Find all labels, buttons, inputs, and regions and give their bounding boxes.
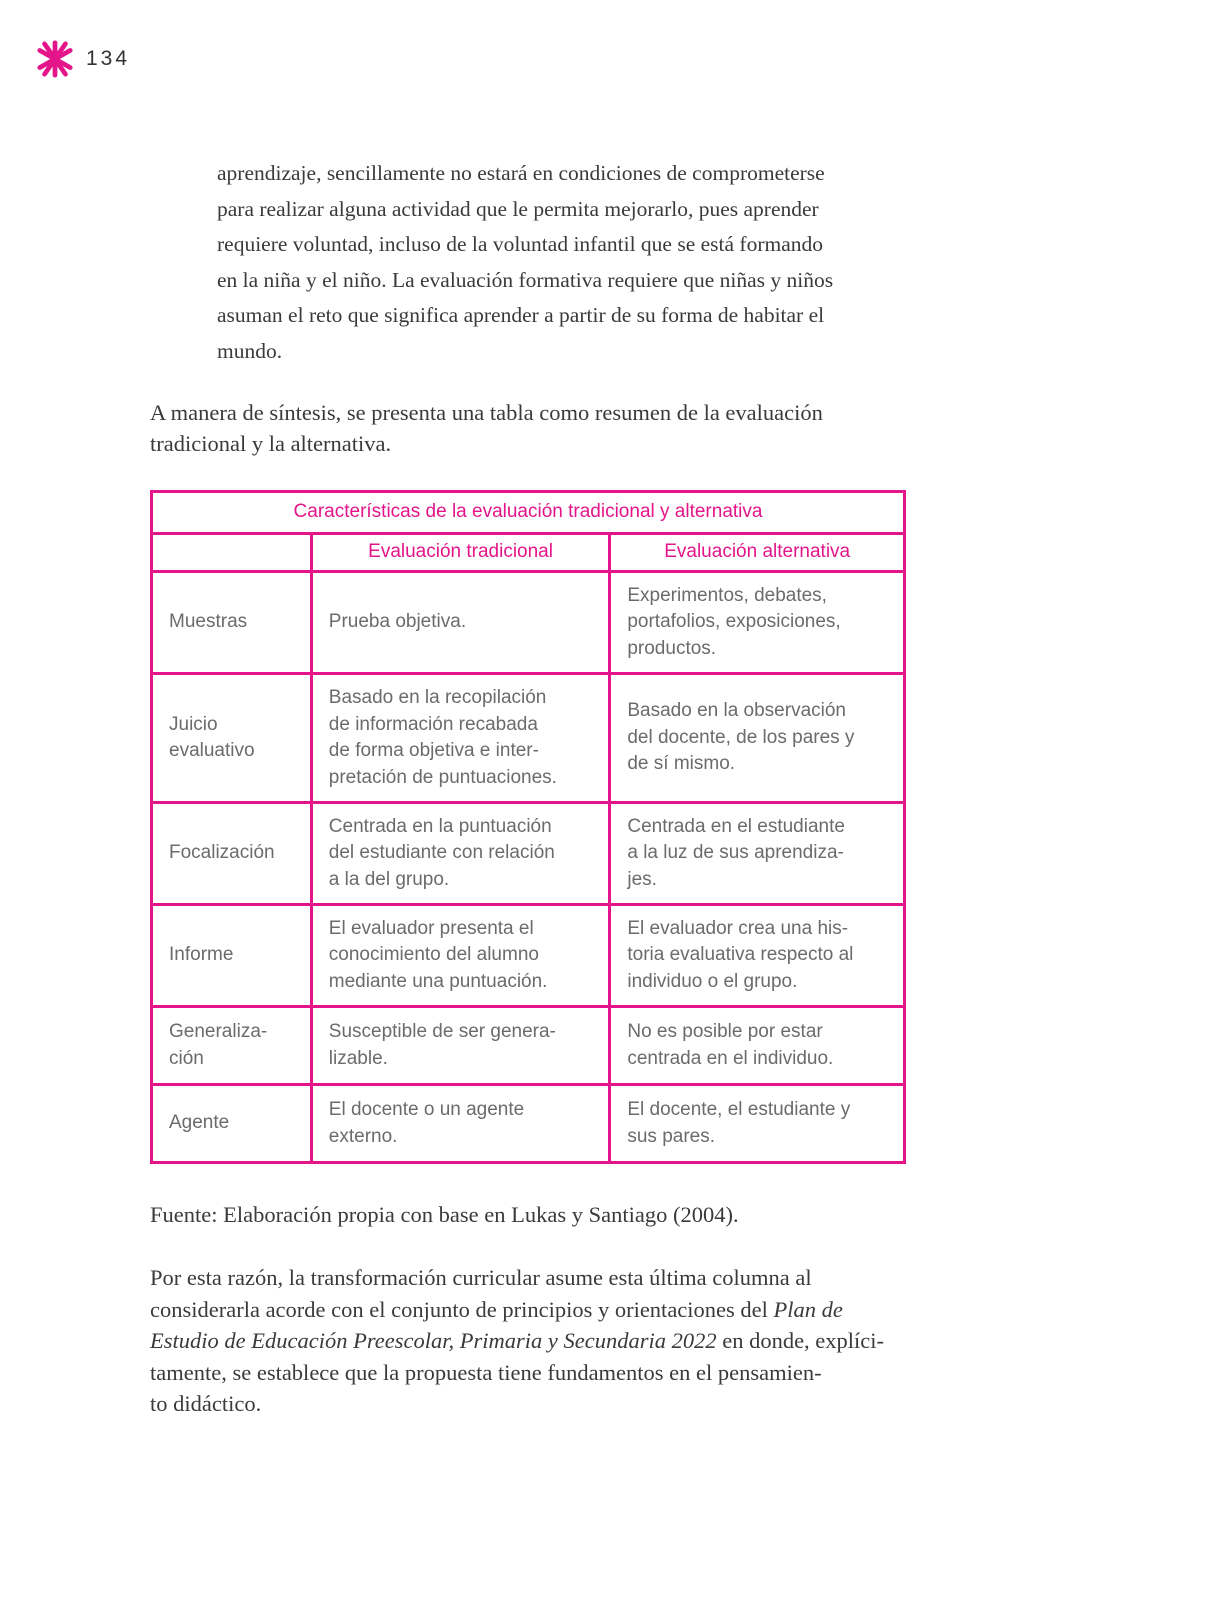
cell-line: toria evaluativa respecto al [627,944,854,966]
cell-line: Centrada en el estudiante [627,815,845,837]
cell-line: El evaluador crea una his- [627,917,849,939]
cell-line: El docente, el estudiante y [627,1099,851,1120]
traditional-cell [311,1007,610,1085]
cell-line: a la del grupo. [328,868,450,890]
alternative-cell [610,1085,905,1163]
closing-line: to didáctico. [150,1391,262,1416]
asterisk-icon [36,40,74,78]
table-source: Fuente: Elaboración propia con base en Lukas y Santiago (2004). [150,1202,739,1227]
alternative-cell [610,803,905,905]
cell-line: Generaliza- [169,1021,268,1042]
alternative-cell [610,1007,905,1085]
cell-line: El docente o un agente [328,1099,525,1120]
cell-line: Prueba objetiva. [328,611,467,633]
comparison-table [150,490,906,1164]
table-row [152,572,905,674]
closing-line: en donde, explíci- [716,1328,885,1353]
quote-line: requiere voluntad, incluso de la voluntad infantil que se está formando [217,232,823,256]
closing-line: Por esta razón, la transformación curricular asume esta última columna al [150,1265,812,1290]
alternative-cell [610,674,905,803]
cell-line: El evaluador presenta el [328,917,534,939]
row-label [152,1085,312,1163]
table-row [152,905,905,1007]
table-row [152,674,905,803]
cell-line: Centrada en la puntuación [328,815,552,837]
cell-line: centrada en el individuo. [627,1047,834,1069]
cell-line: del estudiante con relación [328,842,555,864]
cell-line: Basado en la observación [627,700,846,722]
cell-line: externo. [328,1125,398,1147]
cell-line: Focalización [169,842,275,864]
cell-line: productos. [627,637,717,659]
page-header [36,40,130,78]
traditional-cell [311,1085,610,1163]
header-traditional: Evaluación tradicional [311,534,610,572]
cell-line: Juicio [169,713,218,735]
row-label [152,674,312,803]
traditional-cell [311,572,610,674]
table-row [152,1085,905,1163]
cell-line: pretación de puntuaciones. [328,766,557,788]
cell-line: evaluativo [169,740,255,761]
cell-line: Muestras [169,611,248,633]
table-title: Características de la evaluación tradicional y alternativa [152,492,905,534]
closing-paragraph [150,1262,910,1420]
cell-line: Agente [169,1112,230,1134]
cell-line: No es posible por estar [627,1021,823,1042]
page-number: 134 [86,47,131,70]
cell-line: conocimiento del alumno [328,944,539,966]
row-label [152,1007,312,1085]
cell-line: de información recabada [328,713,538,735]
intro-paragraph [150,397,910,459]
cell-line: de forma objetiva e inter- [328,740,539,761]
traditional-cell [311,674,610,803]
cell-line: individuo o el grupo. [627,970,798,992]
cell-line: del docente, de los pares y [627,726,855,748]
closing-line: considerarla acorde con el conjunto de principios y orientaciones del [150,1296,774,1322]
alternative-cell [610,905,905,1007]
cell-line: lizable. [328,1047,388,1069]
table-row [152,803,905,905]
closing-line: tamente, se establece que la propuesta tiene fundamentos en el pensamien- [150,1359,822,1385]
quote-line: asuman el reto que significa aprender a partir de su forma de habitar el [217,303,825,327]
plan-title-italic: Estudio de Educación Preescolar, Primaria y Secundaria 2022 [150,1328,717,1353]
intro-line: A manera de síntesis, se presenta una tabla como resumen de la evaluación [150,400,823,425]
cell-line: Experimentos, debates, [627,584,827,606]
cell-line: mediante una puntuación. [328,970,548,992]
quote-line: mundo. [217,338,283,363]
cell-line: jes. [627,868,657,890]
row-label [152,803,312,905]
cell-line: Basado en la recopilación [328,687,547,708]
cell-line: portafolios, exposiciones, [627,611,841,633]
cell-line: Informe [169,944,234,966]
alternative-cell [610,572,905,674]
table-row [152,1007,905,1085]
row-label [152,905,312,1007]
cell-line: de sí mismo. [627,753,736,775]
quote-line: en la niña y el niño. La evaluación formativa requiere que niñas y niños [217,267,834,292]
quote-line: aprendizaje, sencillamente no estará en condiciones de comprometerse [217,161,825,185]
header-empty-cell [152,534,312,572]
quote-line: para realizar alguna actividad que le permita mejorarlo, pues aprender [217,196,819,221]
cell-line: a la luz de sus aprendiza- [627,842,844,864]
cell-line: sus pares. [627,1125,715,1147]
row-label [152,572,312,674]
traditional-cell [311,905,610,1007]
table-header-row [152,534,905,572]
traditional-cell [311,803,610,905]
table-title-row [152,492,905,534]
header-alternative: Evaluación alternativa [610,534,905,572]
cell-line: ción [169,1047,204,1069]
block-quote [217,156,897,369]
intro-line: tradicional y la alternativa. [150,431,392,456]
plan-title-italic: Plan de [773,1296,843,1322]
cell-line: Susceptible de ser genera- [328,1021,556,1042]
